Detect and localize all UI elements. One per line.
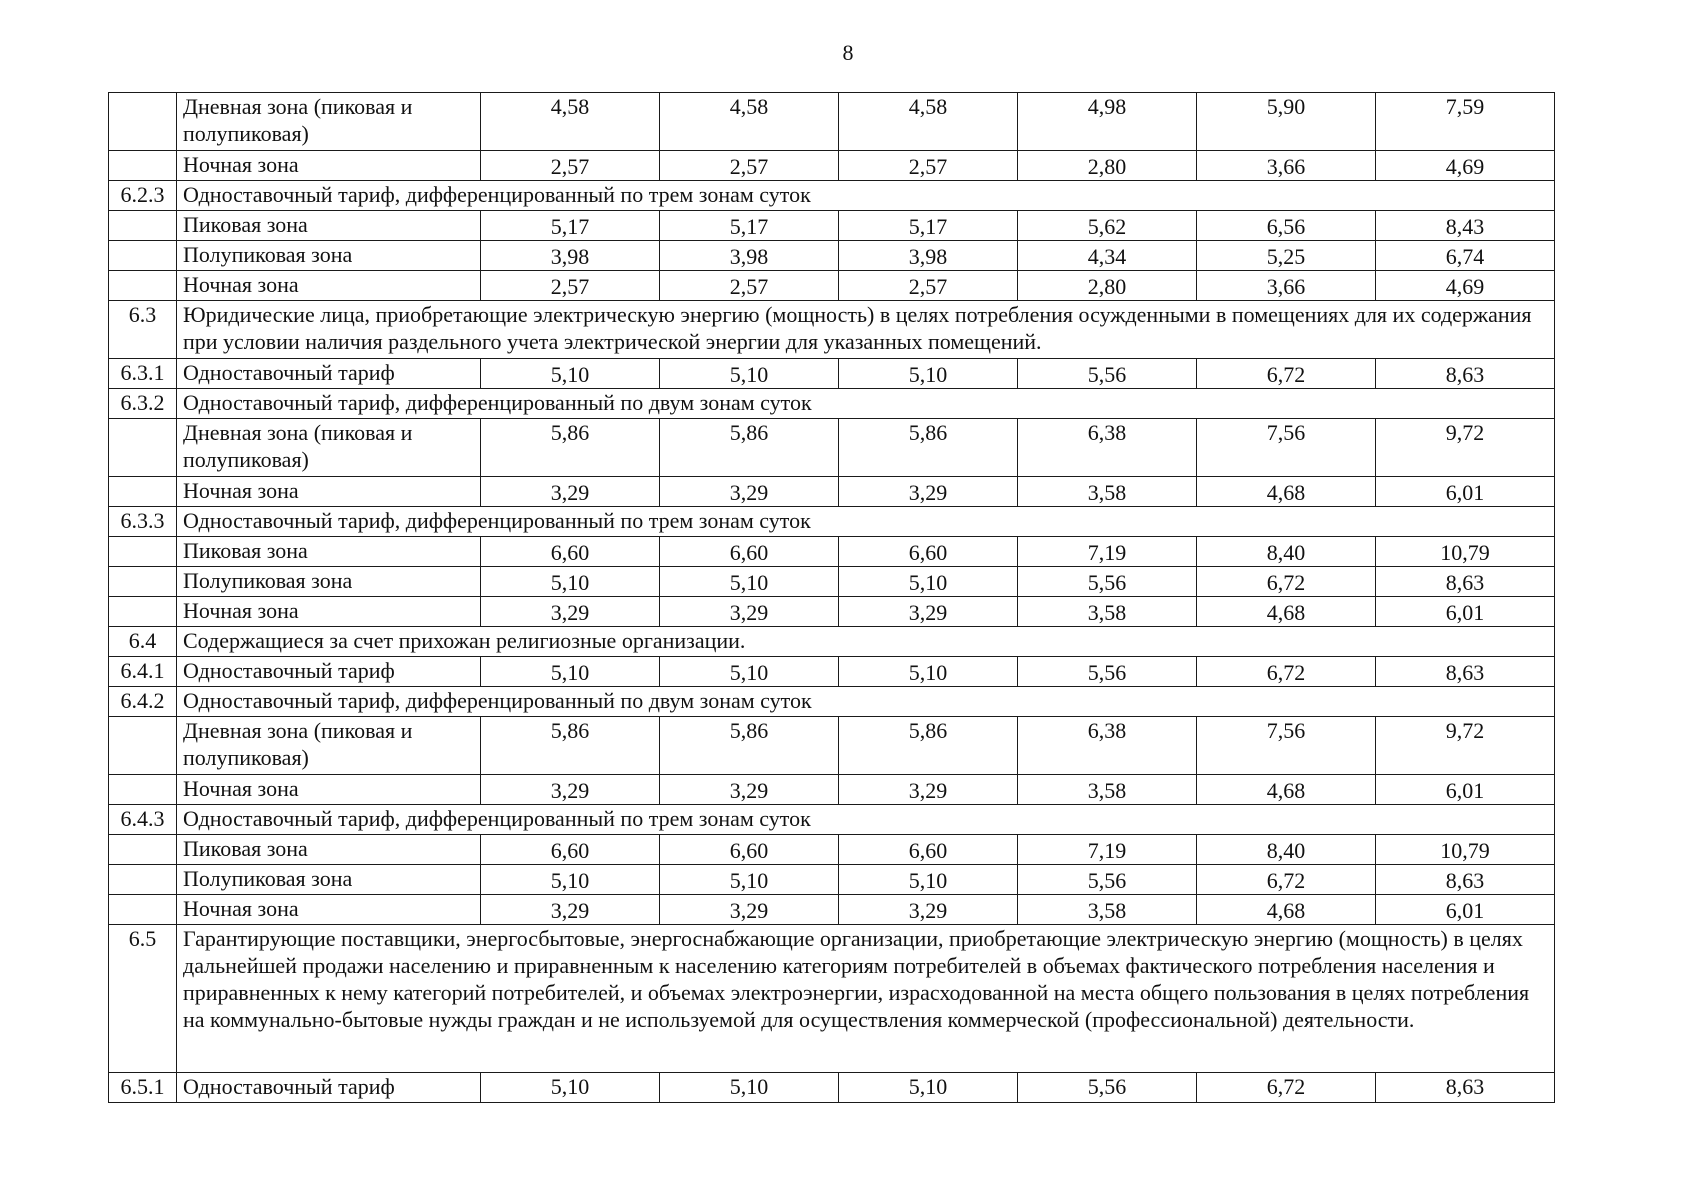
row-code: 6.3 xyxy=(109,301,177,359)
row-code: 6.4 xyxy=(109,627,177,657)
row-code xyxy=(109,567,177,597)
tariff-value: 6,60 xyxy=(481,537,660,567)
section-title: Одноставочный тариф, дифференцированный по трем зонам суток xyxy=(177,805,1555,835)
tariff-table xyxy=(108,92,1555,1103)
table-row xyxy=(109,835,1555,865)
tariff-value: 3,66 xyxy=(1197,151,1376,181)
section-row xyxy=(109,687,1555,717)
tariff-value: 2,57 xyxy=(839,271,1018,301)
row-code xyxy=(109,717,177,775)
tariff-value: 4,58 xyxy=(481,93,660,151)
tariff-value: 3,66 xyxy=(1197,271,1376,301)
tariff-value: 3,29 xyxy=(839,775,1018,805)
tariff-value: 3,98 xyxy=(481,241,660,271)
tariff-value: 6,60 xyxy=(660,835,839,865)
row-code xyxy=(109,835,177,865)
tariff-value: 8,43 xyxy=(1376,211,1555,241)
tariff-value: 3,58 xyxy=(1018,775,1197,805)
tariff-value: 3,98 xyxy=(839,241,1018,271)
tariff-value: 5,56 xyxy=(1018,359,1197,389)
tariff-value: 6,01 xyxy=(1376,895,1555,925)
tariff-label: Ночная зона xyxy=(177,895,481,925)
tariff-label: Ночная зона xyxy=(177,597,481,627)
tariff-value: 2,80 xyxy=(1018,271,1197,301)
tariff-value: 4,68 xyxy=(1197,895,1376,925)
tariff-value: 5,10 xyxy=(660,865,839,895)
section-title: Одноставочный тариф, дифференцированный по двум зонам суток xyxy=(177,389,1555,419)
row-code: 6.4.3 xyxy=(109,805,177,835)
table-row xyxy=(109,537,1555,567)
tariff-value: 5,10 xyxy=(660,657,839,687)
tariff-label: Полупиковая зона xyxy=(177,241,481,271)
table-row xyxy=(109,477,1555,507)
tariff-value: 6,60 xyxy=(839,537,1018,567)
tariff-value: 5,10 xyxy=(660,567,839,597)
tariff-value: 2,80 xyxy=(1018,151,1197,181)
tariff-value: 3,29 xyxy=(481,895,660,925)
tariff-value: 3,98 xyxy=(660,241,839,271)
tariff-label: Пиковая зона xyxy=(177,211,481,241)
tariff-value: 9,72 xyxy=(1376,717,1555,775)
tariff-value: 3,29 xyxy=(481,597,660,627)
tariff-value: 4,34 xyxy=(1018,241,1197,271)
tariff-value: 6,01 xyxy=(1376,775,1555,805)
tariff-value: 5,62 xyxy=(1018,211,1197,241)
tariff-value: 3,29 xyxy=(660,597,839,627)
tariff-value: 3,29 xyxy=(481,775,660,805)
tariff-value: 3,58 xyxy=(1018,597,1197,627)
row-code xyxy=(109,895,177,925)
tariff-value: 8,63 xyxy=(1376,1073,1555,1103)
tariff-value: 6,74 xyxy=(1376,241,1555,271)
row-code: 6.3.3 xyxy=(109,507,177,537)
tariff-value: 6,01 xyxy=(1376,477,1555,507)
tariff-value: 8,63 xyxy=(1376,567,1555,597)
tariff-value: 6,72 xyxy=(1197,865,1376,895)
tariff-value: 8,63 xyxy=(1376,865,1555,895)
tariff-value: 7,59 xyxy=(1376,93,1555,151)
section-title: Одноставочный тариф, дифференцированный по двум зонам суток xyxy=(177,687,1555,717)
section-row xyxy=(109,805,1555,835)
row-code xyxy=(109,477,177,507)
tariff-value: 5,10 xyxy=(481,865,660,895)
tariff-value: 6,72 xyxy=(1197,567,1376,597)
tariff-value: 4,58 xyxy=(660,93,839,151)
table-row xyxy=(109,241,1555,271)
tariff-value: 5,86 xyxy=(839,419,1018,477)
table-row xyxy=(109,865,1555,895)
tariff-value: 4,68 xyxy=(1197,597,1376,627)
tariff-value: 8,40 xyxy=(1197,537,1376,567)
tariff-value: 7,56 xyxy=(1197,717,1376,775)
tariff-value: 5,90 xyxy=(1197,93,1376,151)
tariff-value: 6,72 xyxy=(1197,1073,1376,1103)
section-row xyxy=(109,181,1555,211)
tariff-value: 10,79 xyxy=(1376,537,1555,567)
tariff-value: 5,86 xyxy=(839,717,1018,775)
section-row xyxy=(109,627,1555,657)
section-row xyxy=(109,507,1555,537)
row-code: 6.5.1 xyxy=(109,1073,177,1103)
tariff-value: 5,17 xyxy=(481,211,660,241)
row-code: 6.4.2 xyxy=(109,687,177,717)
row-code xyxy=(109,93,177,151)
section-title: Одноставочный тариф, дифференцированный по трем зонам суток xyxy=(177,507,1555,537)
table-row xyxy=(109,895,1555,925)
tariff-value: 5,10 xyxy=(660,359,839,389)
tariff-value: 5,56 xyxy=(1018,567,1197,597)
tariff-value: 6,01 xyxy=(1376,597,1555,627)
tariff-value: 2,57 xyxy=(481,151,660,181)
tariff-value: 5,56 xyxy=(1018,657,1197,687)
row-code xyxy=(109,271,177,301)
tariff-value: 4,98 xyxy=(1018,93,1197,151)
table-row xyxy=(109,717,1555,775)
row-code xyxy=(109,775,177,805)
section-row xyxy=(109,301,1555,359)
row-code xyxy=(109,241,177,271)
table-row xyxy=(109,271,1555,301)
tariff-value: 5,10 xyxy=(839,567,1018,597)
tariff-value: 3,58 xyxy=(1018,895,1197,925)
tariff-value: 2,57 xyxy=(839,151,1018,181)
tariff-value: 4,68 xyxy=(1197,477,1376,507)
tariff-value: 6,60 xyxy=(481,835,660,865)
table-row xyxy=(109,775,1555,805)
row-code: 6.3.1 xyxy=(109,359,177,389)
tariff-value: 7,19 xyxy=(1018,537,1197,567)
row-code: 6.5 xyxy=(109,925,177,1073)
tariff-value: 5,10 xyxy=(839,657,1018,687)
row-code xyxy=(109,597,177,627)
row-code: 6.4.1 xyxy=(109,657,177,687)
tariff-value: 9,72 xyxy=(1376,419,1555,477)
tariff-label: Дневная зона (пиковая и полупиковая) xyxy=(177,93,481,151)
tariff-value: 8,63 xyxy=(1376,657,1555,687)
table-row xyxy=(109,359,1555,389)
section-title: Содержащиеся за счет прихожан религиозные организации. xyxy=(177,627,1555,657)
tariff-label: Одноставочный тариф xyxy=(177,1073,481,1103)
tariff-value: 6,56 xyxy=(1197,211,1376,241)
tariff-value: 5,10 xyxy=(481,359,660,389)
tariff-value: 5,10 xyxy=(839,1073,1018,1103)
tariff-value: 8,63 xyxy=(1376,359,1555,389)
table-row xyxy=(109,1073,1555,1103)
tariff-value: 5,10 xyxy=(839,865,1018,895)
tariff-value: 4,58 xyxy=(839,93,1018,151)
tariff-value: 5,10 xyxy=(481,567,660,597)
table-row xyxy=(109,657,1555,687)
tariff-value: 5,10 xyxy=(839,359,1018,389)
tariff-value: 5,86 xyxy=(660,419,839,477)
tariff-value: 10,79 xyxy=(1376,835,1555,865)
table-row xyxy=(109,567,1555,597)
tariff-value: 4,69 xyxy=(1376,271,1555,301)
table-row xyxy=(109,211,1555,241)
section-title: Юридические лица, приобретающие электрическую энергию (мощность) в целях потребления осужденными в помещениях для их содержания при условии наличия раздельного учета электрической энергии для указанных помещений. xyxy=(177,301,1555,359)
tariff-value: 6,60 xyxy=(660,537,839,567)
tariff-label: Полупиковая зона xyxy=(177,567,481,597)
tariff-label: Ночная зона xyxy=(177,271,481,301)
tariff-value: 5,86 xyxy=(660,717,839,775)
row-code xyxy=(109,537,177,567)
tariff-value: 5,17 xyxy=(660,211,839,241)
tariff-value: 3,29 xyxy=(839,477,1018,507)
table-row xyxy=(109,151,1555,181)
tariff-value: 5,86 xyxy=(481,419,660,477)
tariff-value: 3,29 xyxy=(839,597,1018,627)
page-number: 8 xyxy=(842,40,854,65)
tariff-value: 3,29 xyxy=(660,895,839,925)
tariff-value: 8,40 xyxy=(1197,835,1376,865)
tariff-value: 7,19 xyxy=(1018,835,1197,865)
tariff-value: 6,72 xyxy=(1197,359,1376,389)
row-code: 6.2.3 xyxy=(109,181,177,211)
tariff-label: Ночная зона xyxy=(177,477,481,507)
tariff-label: Пиковая зона xyxy=(177,537,481,567)
tariff-label: Ночная зона xyxy=(177,775,481,805)
tariff-label: Ночная зона xyxy=(177,151,481,181)
tariff-value: 6,38 xyxy=(1018,717,1197,775)
tariff-label: Одноставочный тариф xyxy=(177,359,481,389)
tariff-value: 2,57 xyxy=(660,271,839,301)
table-row xyxy=(109,93,1555,151)
tariff-value: 3,29 xyxy=(660,775,839,805)
tariff-value: 5,56 xyxy=(1018,1073,1197,1103)
tariff-value: 3,29 xyxy=(660,477,839,507)
tariff-value: 5,86 xyxy=(481,717,660,775)
tariff-value: 5,10 xyxy=(660,1073,839,1103)
table-row xyxy=(109,597,1555,627)
tariff-label: Дневная зона (пиковая и полупиковая) xyxy=(177,419,481,477)
tariff-value: 6,38 xyxy=(1018,419,1197,477)
tariff-value: 4,68 xyxy=(1197,775,1376,805)
tariff-value: 3,29 xyxy=(839,895,1018,925)
tariff-value: 5,17 xyxy=(839,211,1018,241)
tariff-value: 2,57 xyxy=(660,151,839,181)
tariff-label: Полупиковая зона xyxy=(177,865,481,895)
row-code: 6.3.2 xyxy=(109,389,177,419)
tariff-value: 6,60 xyxy=(839,835,1018,865)
table-row xyxy=(109,419,1555,477)
section-row xyxy=(109,389,1555,419)
tariff-value: 7,56 xyxy=(1197,419,1376,477)
section-title: Одноставочный тариф, дифференцированный по трем зонам суток xyxy=(177,181,1555,211)
tariff-value: 5,10 xyxy=(481,1073,660,1103)
tariff-value: 5,25 xyxy=(1197,241,1376,271)
tariff-value: 5,56 xyxy=(1018,865,1197,895)
row-code xyxy=(109,865,177,895)
section-title: Гарантирующие поставщики, энергосбытовые, энергоснабжающие организации, приобретающие электрическую энергию (мощность) в целях дальнейшей продажи населению и приравненным к населению категориям потребителей в объемах фактического потребления населения и приравненных к нему категорий потребителей, и объемах электроэнергии, израсходованной на места общего пользования в целях потребления на коммунально-бытовые нужды граждан и не используемой для осуществления коммерческой (профессиональной) деятельности. xyxy=(177,925,1555,1073)
tariff-label: Дневная зона (пиковая и полупиковая) xyxy=(177,717,481,775)
tariff-value: 2,57 xyxy=(481,271,660,301)
tariff-value: 6,72 xyxy=(1197,657,1376,687)
row-code xyxy=(109,211,177,241)
row-code xyxy=(109,419,177,477)
tariff-value: 3,29 xyxy=(481,477,660,507)
row-code xyxy=(109,151,177,181)
tariff-value: 4,69 xyxy=(1376,151,1555,181)
tariff-value: 5,10 xyxy=(481,657,660,687)
tariff-value: 3,58 xyxy=(1018,477,1197,507)
tariff-label: Одноставочный тариф xyxy=(177,657,481,687)
section-row xyxy=(109,925,1555,1073)
tariff-label: Пиковая зона xyxy=(177,835,481,865)
